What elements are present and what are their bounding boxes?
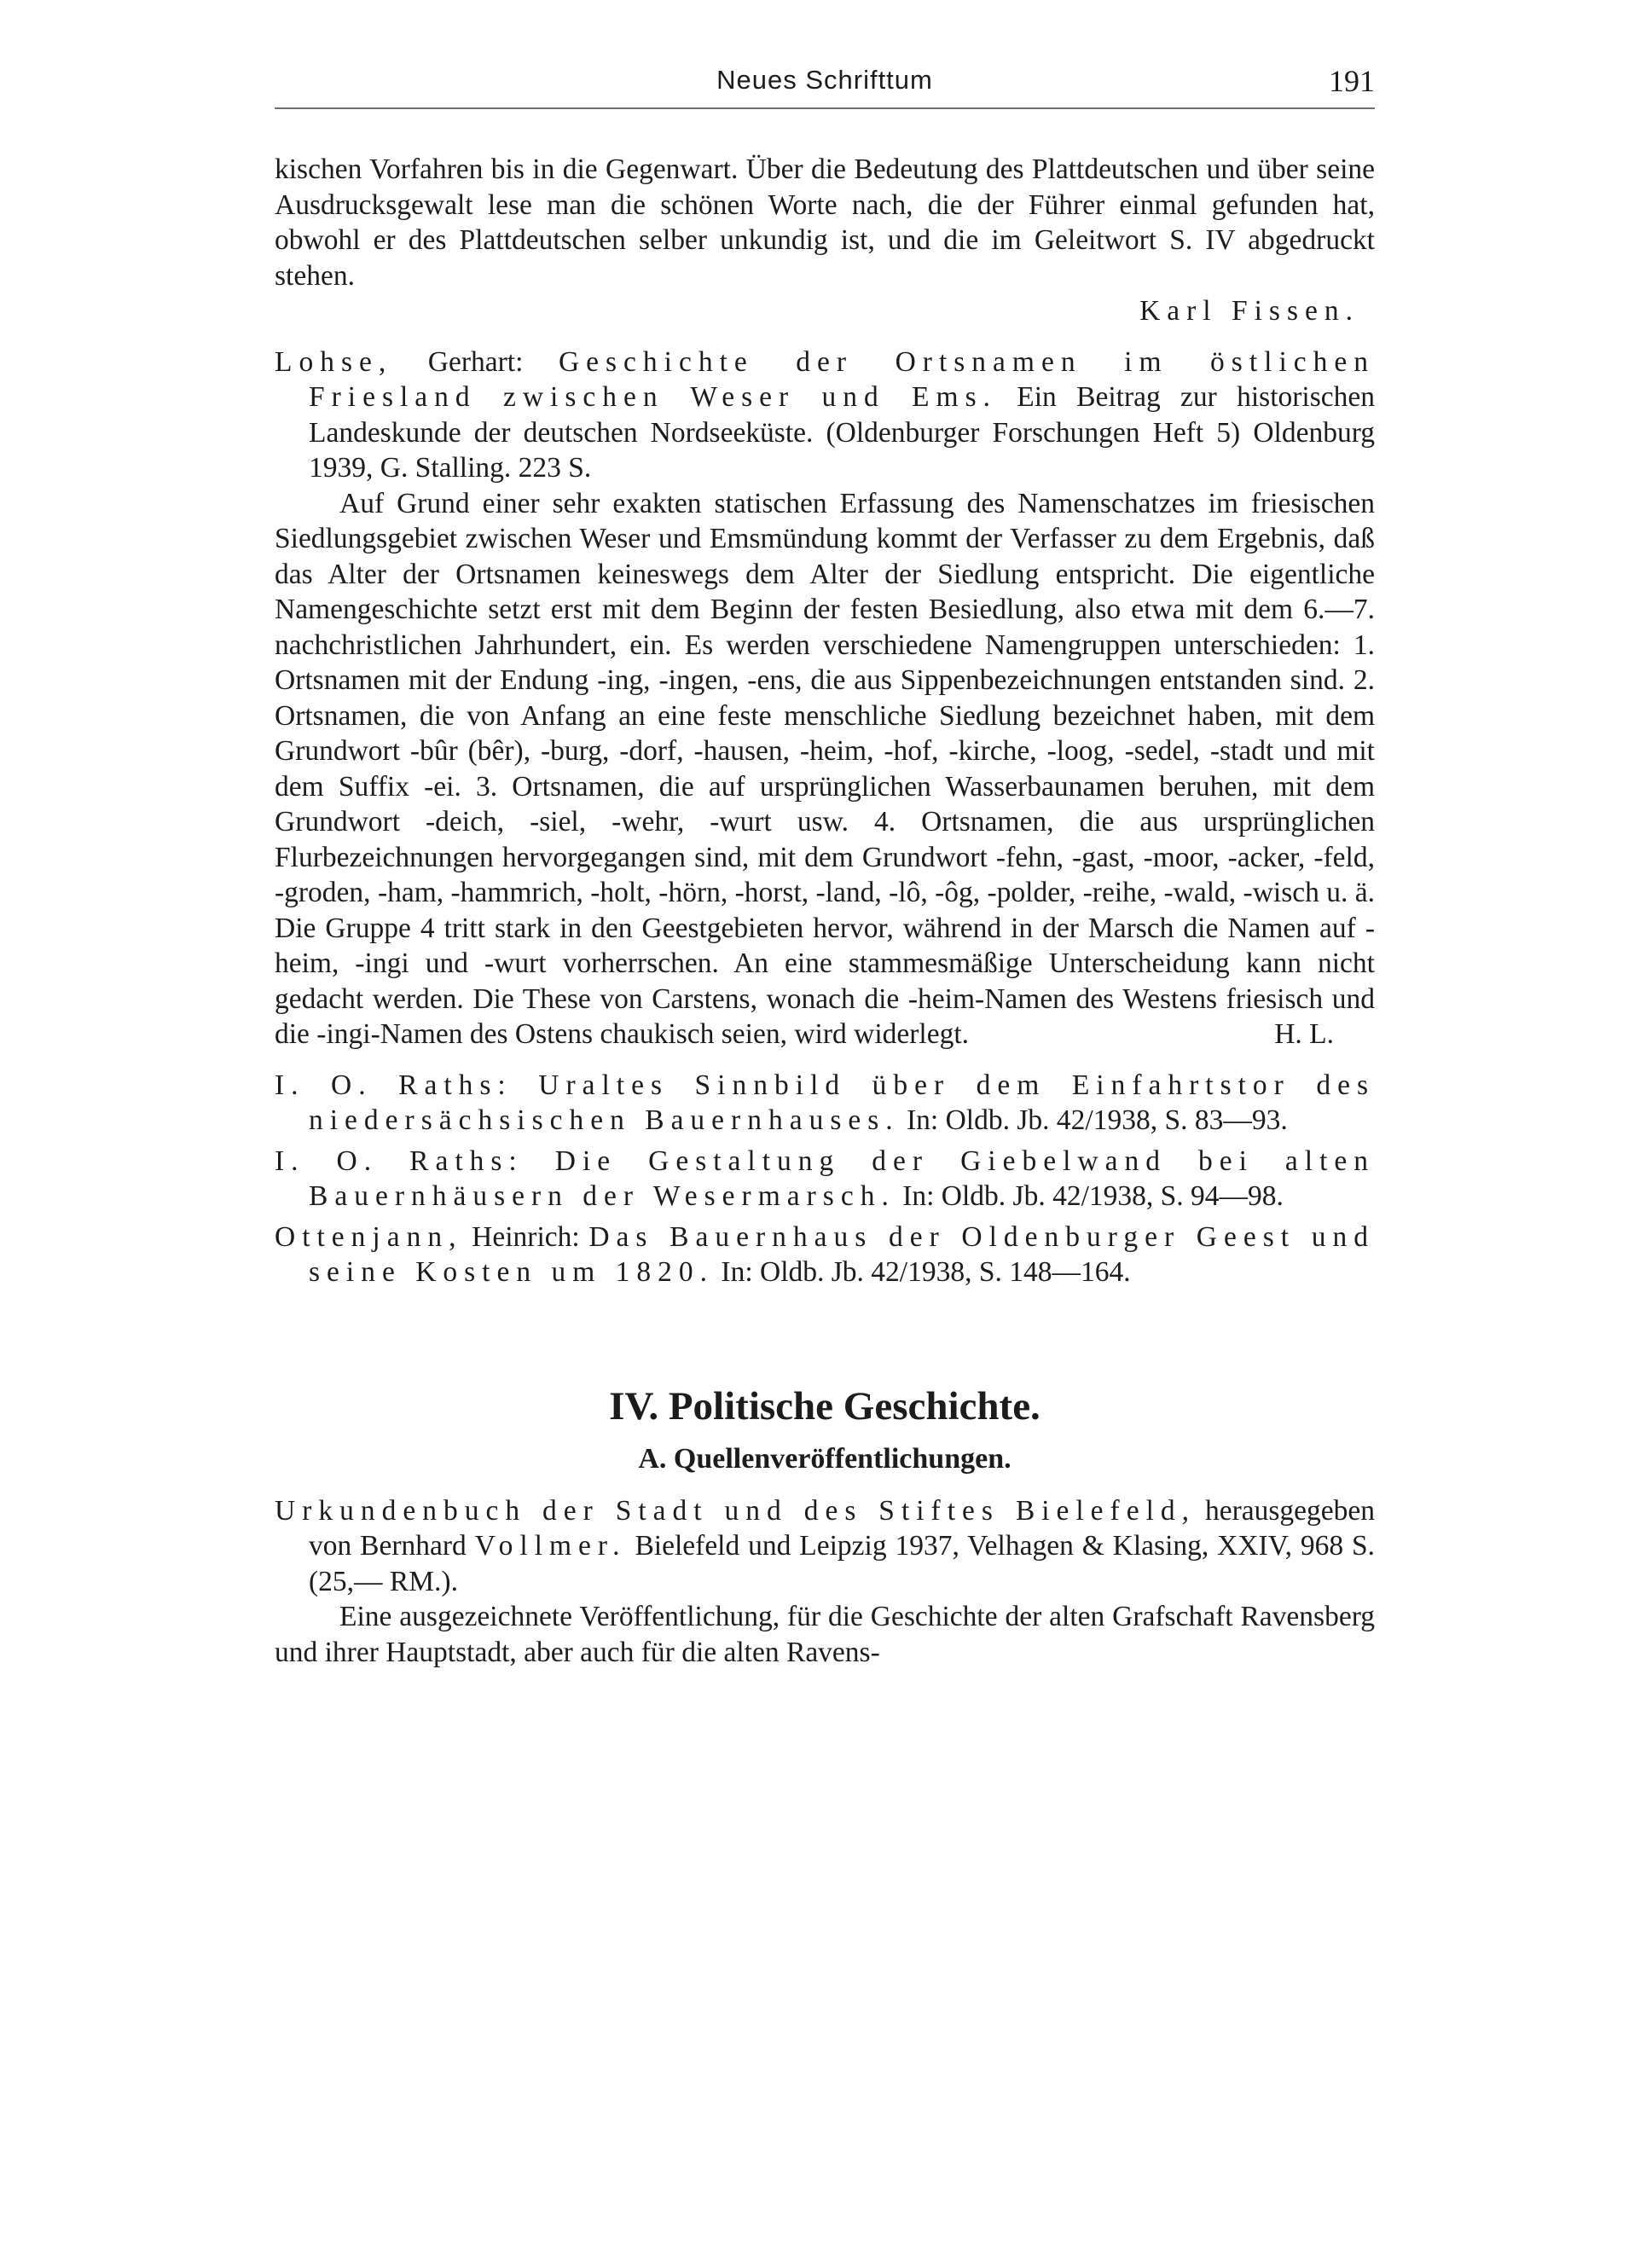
entry-title: Geschichte der Ortsnamen im östlichen Friesland zwischen Weser und Ems. [309,345,1375,413]
entry-details: Ein Beitrag zur historischen Landeskunde der deutschen Nordseeküste. (Oldenburger Forschungen Heft 5) Oldenburg 1939, G. Stalling. 223 S. [309,381,1375,484]
subsection-heading: A. Quellenveröffentlichungen. [638,1442,1011,1475]
running-title: Neues Schrifttum [716,65,933,95]
entry-author-first: Heinrich: [462,1220,589,1253]
bibliography-entry-raths-1 [275,1068,1375,1139]
entry-details: In: Oldb. Jb. 42/1938, S. 83—93. [899,1104,1288,1136]
entry-details: In: Oldb. Jb. 42/1938, S. 148—164. [714,1256,1131,1288]
bibliography-entry-raths-2 [275,1144,1375,1214]
entry-author: Lohse, [275,345,393,378]
intro-paragraph: kischen Vorfahren bis in die Gegenwart. Über die Bedeutung des Plattdeutschen und über seine Ausdrucksgewalt lese man die schönen Worte nach, die der Führer einmal gefunden hat, obwohl er des Plattdeutschen selber unkundig ist, und die im Geleitwort S. IV abgedruckt stehen. [275,154,1375,292]
review-paragraph-urkundenbuch: Eine ausgezeichnete Veröffentlichung, für die Geschichte der alten Grafschaft Ravensberg und ihrer Hauptstadt, aber auch für die alten Ravens- [275,1601,1375,1668]
entry-author: Ottenjann, [275,1220,463,1253]
intro-signature: Karl Fissen. [1139,295,1359,327]
entry-details: In: Oldb. Jb. 42/1938, S. 94—98. [895,1180,1284,1212]
entry-author-first: Gerhart: [392,345,559,378]
entry-title: Die Gestaltung der Giebelwand bei alten Bauernhäusern der Wesermarsch. [309,1145,1376,1212]
review-paragraph-lohse: Auf Grund einer sehr exakten statischen Erfassung des Namenschatzes im friesischen Siedlungsgebiet zwischen Weser und Emsmündung kommt der Verfasser zu dem Ergebnis, daß das Alter der Ortsnamen keineswegs dem Alter der Siedlung entspricht. Die eigentliche Namengeschichte setzt erst mit dem Beginn der festen Besiedlung, also etwa mit dem 6.—7. nachchristlichen Jahrhundert, ein. Es werden verschiedene Namengruppen unterschieden: 1. Ortsnamen mit der Endung -ing, -ingen, -ens, die aus Sippenbezeichnungen entstanden sind. 2. Ortsnamen, die von Anfang an eine feste menschliche Siedlung bezeichnet haben, mit dem Grundwort -bûr (bêr), -burg, -dorf, -hausen, -heim, -hof, -kirche, -loog, -sedel, -stadt und mit dem Suffix -ei. 3. Ortsnamen, die auf ursprünglichen Wasserbaunamen beruhen, mit dem Grundwort -deich, -siel, -wehr, -wurt usw. 4. Ortsnamen, die aus ursprünglichen Flurbezeichnungen hervorgegangen sind, mit dem Grundwort -fehn, -gast, -moor, -acker, -feld, -groden, -ham, -hammrich, -holt, -hörn, -horst, -land, -lô, -ôg, -polder, -reihe, -wald, -wisch u. ä. Die Gruppe 4 tritt stark in den Geestgebieten hervor, während in der Marsch die Namen auf -heim, -ingi und -wurt vorherrschen. An eine stammesmäßige Unterscheidung kann nicht gedacht werden. Die These von Carstens, wonach die -heim-Namen des Westens friesisch und die -ingi-Namen des Ostens chaukisch seien, wird widerlegt. [275,487,1375,1050]
entry-title: Das Bauernhaus der Oldenburger Geest und seine Kosten um 1820. [309,1220,1375,1288]
bibliography-entry-urkundenbuch [275,1493,1375,1600]
entry-editor: Vollmer. [474,1530,627,1562]
page-body [275,152,1375,1670]
entry-author: I. O. Raths: [275,1145,524,1177]
page-header [275,61,1375,113]
bibliography-entry-ottenjann [275,1220,1375,1290]
bibliography-entry-lohse [275,345,1375,486]
entry-editor-prefix: herausgegeben von Bernhard [309,1494,1375,1562]
section-heading: IV. Politische Geschichte. [609,1383,1040,1429]
entry-title: Urkundenbuch der Stadt und des Stiftes Bielefeld, [275,1494,1197,1527]
page-number: 191 [1329,64,1375,98]
entry-title: Uraltes Sinnbild über dem Einfahrtstor des niedersächsischen Bauernhauses. [309,1069,1375,1136]
review-signoff-lohse: H. L. [1274,1018,1334,1050]
header-rule [275,107,1375,109]
entry-author: I. O. Raths: [275,1069,513,1101]
entry-details: Bielefeld und Leipzig 1937, Velhagen & Klasing, XXIV, 968 S. (25,— RM.). [309,1530,1375,1597]
